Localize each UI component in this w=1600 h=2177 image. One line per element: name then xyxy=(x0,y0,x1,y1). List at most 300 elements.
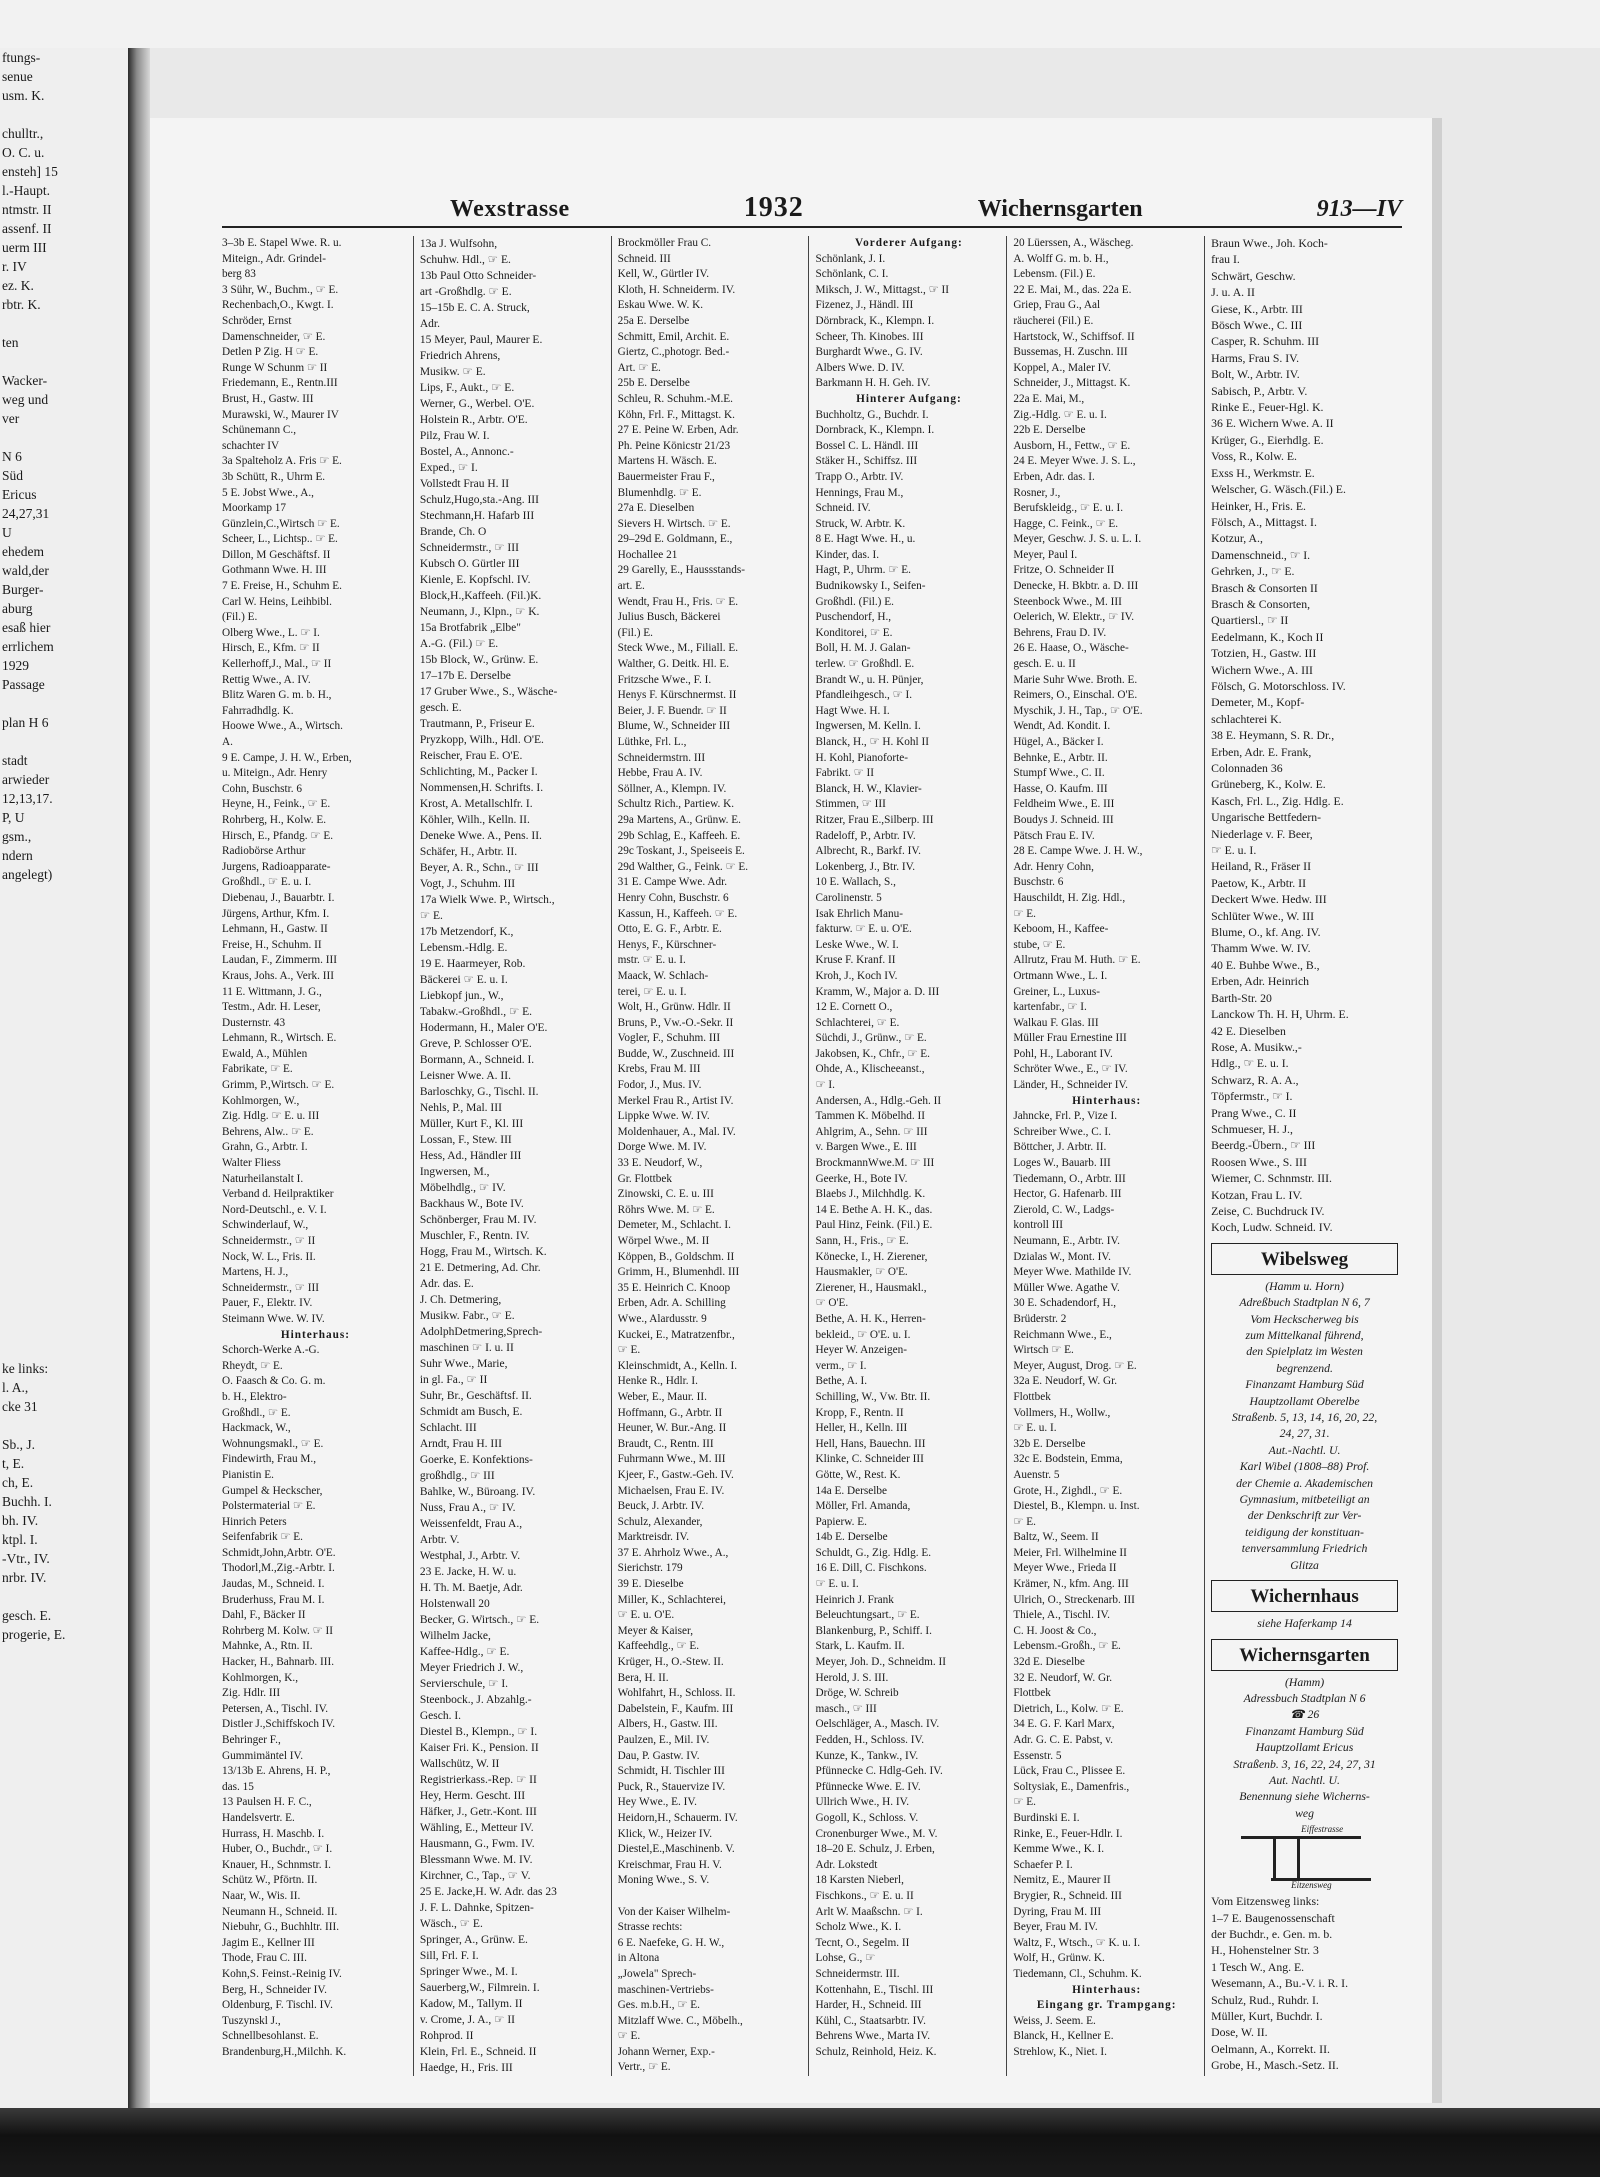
directory-entry: Vogler, F., Schuhm. III xyxy=(617,1032,721,1045)
directory-entry: Carl W. Heins, Leihbibl. xyxy=(222,595,332,608)
directory-entry: Häfker, J., Getr.-Kont. III xyxy=(419,1806,537,1818)
column-2 xyxy=(413,236,611,2076)
directory-entry: weg xyxy=(1295,1806,1315,1820)
directory-entry: Fahrradhdlg. K. xyxy=(222,704,294,717)
directory-entry: O. Faasch & Co. G. m. xyxy=(222,1375,326,1388)
directory-entry: Fizenez, J., Händl. III xyxy=(815,299,914,312)
street-right-title: Wichernsgarten xyxy=(977,196,1143,222)
directory-entry: Kroh, J., Koch IV. xyxy=(815,969,898,982)
directory-entry: Hennings, Frau M., xyxy=(815,486,904,499)
directory-entry: Beerdg.-Übern., ☞ III xyxy=(1211,1139,1316,1153)
directory-entry: Musikw. ☞ E. xyxy=(419,366,486,378)
directory-entry: Westphal, J., Arbtr. V. xyxy=(419,1550,521,1562)
directory-entry: Rohrberg, H., Kolw. E. xyxy=(222,813,327,826)
previous-page-line: ndern xyxy=(2,848,33,863)
directory-entry: Hügel, A., Bäcker I. xyxy=(1013,736,1104,748)
directory-entry: Zig. Hdlr. III xyxy=(222,1687,281,1700)
directory-entry: Mitzlaff Wwe. C., Möbelh., xyxy=(617,2014,743,2027)
directory-entry: 29–29d E. Goldmann, E., xyxy=(617,533,733,546)
previous-page-line: gsm., xyxy=(2,829,32,844)
directory-entry: art. E. xyxy=(617,580,645,593)
directory-entry: Grimm, H., Blumenhdl. III xyxy=(617,1266,740,1279)
directory-entry: Loges W., Bauarb. III xyxy=(1013,1157,1111,1170)
directory-entry: Heiland, R., Fräser II xyxy=(1211,860,1311,874)
directory-entry: Essenstr. 5 xyxy=(1013,1749,1062,1762)
directory-entry: Suhr, Br., Geschäftsf. II. xyxy=(419,1390,532,1402)
directory-entry: 20 Lüerssen, A., Wäscheg. xyxy=(1013,237,1134,249)
directory-entry: Vom Eitzensweg links: xyxy=(1211,1895,1320,1909)
wibelsweg-description xyxy=(1211,1279,1398,1574)
previous-page-line xyxy=(0,1074,130,1093)
directory-entry: Neumann, J., Klpn., ☞ K. xyxy=(419,606,540,618)
directory-entry: Wilhelm Jacke, xyxy=(419,1630,491,1642)
directory-entry: Blumenhdlg. ☞ E. xyxy=(617,486,702,499)
directory-entry: Schneid. IV. xyxy=(815,502,871,515)
directory-entry: Diestel, B., Klempn. u. Inst. xyxy=(1013,1500,1140,1513)
directory-entry: Lossan, F., Stew. III xyxy=(419,1134,512,1146)
directory-entry: Kell, W., Gürtler IV. xyxy=(617,268,710,281)
previous-page-line: N 6 xyxy=(2,449,22,464)
directory-entry: ☞ E. xyxy=(419,910,443,922)
directory-entry: 24 E. Meyer Wwe. J. S. L., xyxy=(1013,455,1136,468)
directory-entry: Sabisch, P., Arbtr. V. xyxy=(1211,384,1308,398)
previous-page-line: bh. IV. xyxy=(2,1513,39,1528)
directory-entry: Nord-Deutschl., e. V. I. xyxy=(222,1203,327,1216)
directory-entry: Diestel,E.,Maschinenb. V. xyxy=(617,1843,735,1856)
directory-entry: Sann, H., Fris., ☞ E. xyxy=(815,1235,909,1247)
directory-entry: Heyne, H., Feink., ☞ E. xyxy=(222,798,331,811)
directory-entry: Straßenb. 3, 16, 22, 24, 27, 31 xyxy=(1233,1757,1376,1771)
directory-entry: Jürgens, Arthur, Kfm. I. xyxy=(222,907,330,920)
directory-entry: Kohlmorgen, W., xyxy=(222,1094,300,1107)
directory-entry: Henry Cohn, Buschstr. 6 xyxy=(617,891,729,904)
directory-entry: Kubsch O. Gürtler III xyxy=(419,558,520,570)
directory-entry: Vertr., ☞ E. xyxy=(617,2061,671,2074)
previous-page-line: Ericus xyxy=(2,487,37,502)
directory-entry: Runge W Schunm ☞ II xyxy=(222,361,328,374)
directory-entry: J. F. L. Dahnke, Spitzen- xyxy=(419,1902,534,1914)
directory-entry: Maack, W. Schlach- xyxy=(617,969,709,982)
directory-entry: 34 E. G. F. Karl Marx, xyxy=(1013,1718,1115,1731)
directory-entry: Pätsch Frau E. IV. xyxy=(1013,829,1095,842)
directory-entry: Blaebs J., Milchhdlg. K. xyxy=(815,1188,926,1201)
directory-entry: Hagge, C. Feink., ☞ E. xyxy=(1013,517,1119,530)
page-edge xyxy=(1432,118,1442,2103)
previous-page-line xyxy=(0,903,130,922)
previous-page-line: ntmstr. II xyxy=(2,202,52,217)
directory-entry: Bossel C. L. Händl. III xyxy=(815,439,919,452)
directory-entry: der Buchdr., e. Gen. m. b. xyxy=(1211,1927,1333,1941)
directory-entry: Marie Suhr Wwe. Broth. E. xyxy=(1013,673,1138,686)
directory-entry: AdolphDetmering,Sprech- xyxy=(419,1326,543,1338)
directory-entry: Kadow, M., Tallym. II xyxy=(419,1998,523,2010)
directory-entry: Gothmann Wwe. H. III xyxy=(222,564,327,577)
directory-entry: der Denkschrift zur Ver- xyxy=(1247,1509,1362,1523)
directory-entry: Brandt W., u. H. Pünjer, xyxy=(815,673,924,686)
directory-entry: Hacker, H., Bahnarb. III. xyxy=(222,1656,335,1669)
column-6 xyxy=(1204,236,1402,2076)
column-1 xyxy=(222,236,413,2076)
directory-entry: Struck, W. Arbtr. K. xyxy=(815,517,906,530)
directory-entry: Schlüter Wwe., W. III xyxy=(1211,909,1315,923)
directory-entry: 5 E. Jobst Wwe., A., xyxy=(222,486,314,499)
directory-entry: Henke R., Hdlr. I. xyxy=(617,1375,698,1388)
directory-entry: kontroll III xyxy=(1013,1219,1063,1232)
previous-page-line xyxy=(0,314,130,333)
directory-entry: Schuldt, G., Zig. Hdlg. E. xyxy=(815,1546,932,1559)
directory-entry: 14a E. Derselbe xyxy=(815,1484,888,1497)
directory-entry: Vom Heckscherweg bis xyxy=(1250,1312,1359,1326)
directory-entry: Kienle, E. Kopfschl. IV. xyxy=(419,574,531,586)
directory-entry: Hey Wwe., E. IV. xyxy=(617,1796,697,1809)
directory-entry: Hirsch, E., Kfm. ☞ II xyxy=(222,642,320,655)
previous-page-line xyxy=(0,732,130,751)
directory-entry: Hinrich Peters xyxy=(222,1515,287,1528)
directory-entry: Ohde, A., Klischeeanst., xyxy=(815,1063,925,1076)
directory-entry: Rose, A. Musikw.,- xyxy=(1211,1040,1302,1054)
directory-entry: Behrens, Frau D. IV. xyxy=(1013,626,1107,639)
directory-entry: Finanzamt Hamburg Süd xyxy=(1245,1724,1364,1738)
directory-entry: der Chemie a. Akademischen xyxy=(1236,1476,1373,1490)
directory-entry: Ahlgrim, A., Sehn. ☞ III xyxy=(815,1125,928,1138)
previous-page-line xyxy=(0,105,130,124)
directory-entry: Wendt, Frau H., Fris. ☞ E. xyxy=(617,595,739,608)
directory-entry: Fölsch, G. Motorschloss. IV. xyxy=(1211,679,1346,693)
directory-entry: Backhaus W., Bote IV. xyxy=(419,1198,524,1210)
directory-entry: Block,H.,Kaffeeh. (Fil.)K. xyxy=(419,590,542,602)
directory-entry: Hagt Wwe. H. I. xyxy=(815,704,890,717)
directory-entry: Springer, A., Grünw. E. xyxy=(419,1934,528,1946)
directory-entry: Kleinschmidt, A., Kelln. I. xyxy=(617,1359,738,1372)
directory-entry: stube, ☞ E. xyxy=(1013,938,1066,951)
directory-entry: Möller, Frl. Amanda, xyxy=(815,1500,911,1513)
directory-entry: Gesch. I. xyxy=(419,1710,462,1722)
directory-entry: Holstenwall 20 xyxy=(419,1598,490,1610)
directory-entry: Heyer W. Anzeigen- xyxy=(815,1344,908,1357)
directory-entry: Naturheilanstalt I. xyxy=(222,1172,304,1185)
directory-entry: Berg, H., Schneider IV. xyxy=(222,1983,327,1996)
directory-entry: Kramm, W., Major a. D. III xyxy=(815,985,940,998)
directory-entry: Adr. Henry Cohn, xyxy=(1013,860,1094,873)
directory-entry: Schäfer, H., Arbtr. II. xyxy=(419,846,518,858)
directory-entry: Haedge, H., Fris. III xyxy=(419,2062,513,2074)
directory-entry: Fritze, O. Schneider II xyxy=(1013,564,1115,577)
directory-entry: ☎ 26 xyxy=(1289,1708,1320,1722)
plan-road-top xyxy=(1241,1836,1361,1839)
directory-entry: Hausmakler, ☞ O'E. xyxy=(815,1266,908,1279)
previous-page-line: -Vtr., IV. xyxy=(2,1551,50,1566)
directory-entry: Wähling, E., Metteur IV. xyxy=(419,1822,534,1834)
directory-entry: in gl. Fa., ☞ II xyxy=(419,1374,488,1386)
previous-page-line: stadt xyxy=(2,753,28,768)
directory-entry: Beyer, Frau M. IV. xyxy=(1013,1921,1098,1934)
directory-entry: Henys, F., Kürschner- xyxy=(617,938,717,951)
directory-entry: Finanzamt Hamburg Süd xyxy=(1245,1378,1364,1392)
page-header xyxy=(222,192,1402,228)
directory-entry: ☞ I. xyxy=(815,1079,835,1092)
directory-entry: Niebuhr, G., Buchhltr. III. xyxy=(222,1921,340,1934)
directory-entry: Jakobsen, K., Chfr., ☞ E. xyxy=(815,1047,930,1060)
directory-entry: gesch. E. xyxy=(419,702,462,714)
directory-entry: Schröder, Ernst xyxy=(222,314,292,327)
directory-entry: Behrens, Alw.. ☞ E. xyxy=(222,1125,314,1138)
directory-entry: Johann Werner, Exp.- xyxy=(617,2045,715,2058)
directory-entry: Brande, Ch. O xyxy=(419,526,487,538)
directory-entry: Wendt, Ad. Kondit. I. xyxy=(1013,720,1111,733)
directory-entry: Heuner, W. Bur.-Ang. II xyxy=(617,1422,727,1435)
directory-entry: Heinrich J. Frank xyxy=(815,1593,894,1606)
directory-entry: Brandenburg,H.,Milchh. K. xyxy=(222,2045,347,2058)
directory-entry: Budde, W., Zuschneid. III xyxy=(617,1047,735,1060)
directory-entry: Rheydt, ☞ E. xyxy=(222,1359,283,1372)
directory-entry: Adr. das. E. xyxy=(419,1278,474,1290)
directory-entry: 25a E. Derselbe xyxy=(617,314,690,327)
directory-entry: Nuss, Frau A., ☞ IV. xyxy=(419,1502,516,1514)
directory-entry: Lebensm.-Hdlg. E. xyxy=(419,942,508,954)
directory-entry: Laudan, F., Zimmerm. III xyxy=(222,954,338,967)
directory-entry: Blankenburg, P., Schiff. I. xyxy=(815,1624,932,1637)
previous-page-line: weg und xyxy=(2,392,49,407)
directory-entry: Zierold, C. W., Ladgs- xyxy=(1013,1203,1115,1216)
directory-entry: Konditorei, ☞ E. xyxy=(815,626,893,639)
directory-entry: Schmidt am Busch, E. xyxy=(419,1406,523,1418)
directory-entry: Brasch & Consorten II xyxy=(1211,581,1318,595)
directory-entry: Eskau Wwe. W. K. xyxy=(617,299,704,312)
directory-entry: Fritzsche Wwe., F. I. xyxy=(617,673,712,686)
directory-entry: Steimann Wwe. W. IV. xyxy=(222,1312,325,1325)
directory-entry: Fischkons., ☞ E. u. II xyxy=(815,1889,914,1902)
directory-entry: Dröge, W. Schreib xyxy=(815,1687,899,1700)
directory-entry: Weissenfeldt, Frau A., xyxy=(419,1518,523,1530)
directory-entry: Petersen, A., Tischl. IV. xyxy=(222,1702,329,1715)
directory-entry: Damenschneider, ☞ E. xyxy=(222,330,326,343)
directory-entry: Grimm, P.,Wirtsch. ☞ E. xyxy=(222,1079,335,1092)
directory-entry: Bruderhuss, Frau M. I. xyxy=(222,1593,325,1606)
directory-entry: Pfandleihgesch., ☞ I. xyxy=(815,689,913,702)
previous-page-line xyxy=(0,1321,130,1340)
directory-entry: Liebkopf jun., W., xyxy=(419,990,504,1002)
scan-top-margin xyxy=(0,0,1600,48)
directory-entry: b. H., Elektro- xyxy=(222,1390,287,1403)
directory-entry: 16 E. Dill, C. Fischkons. xyxy=(815,1562,927,1575)
directory-entry: Grote, H., Zighdl., ☞ E. xyxy=(1013,1484,1123,1497)
directory-entry: maschinen-Vertriebs- xyxy=(617,1983,714,1996)
directory-entry: Schwärt, Geschw. xyxy=(1211,269,1296,283)
directory-entry: Bormann, A., Schneid. I. xyxy=(419,1054,535,1066)
directory-entry: Gr. Flottbek xyxy=(617,1172,673,1185)
directory-entry: Bethe, A. I. xyxy=(815,1375,868,1388)
directory-entry: Miteign., Adr. Grindel- xyxy=(222,252,327,265)
directory-entry: Totzien, H., Gastw. III xyxy=(1211,647,1317,661)
directory-entry: Jaudas, M., Schneid. I. xyxy=(222,1578,325,1591)
directory-entry: Lippke Wwe. W. IV. xyxy=(617,1110,710,1123)
directory-entry: Ingwersen, M. Kelln. I. xyxy=(815,720,921,733)
directory-entry: Grahn, G., Arbtr. I. xyxy=(222,1141,308,1154)
directory-entry: Ges. m.b.H., ☞ E. xyxy=(617,1999,700,2012)
directory-entry: Jagim E., Kellner III xyxy=(222,1936,315,1949)
directory-entry: Beier, J. F. Buendr. ☞ II xyxy=(617,704,727,717)
directory-entry: Hauptzollamt Ericus xyxy=(1255,1741,1354,1755)
previous-page-line: uerm III xyxy=(2,240,47,255)
directory-entry: Ritzer, Frau E.,Silberp. III xyxy=(815,813,934,826)
previous-page-line: usm. K. xyxy=(2,88,45,103)
directory-entry: Isak Ehrlich Manu- xyxy=(815,907,903,920)
previous-page-line: wald,der xyxy=(2,563,49,578)
directory-entry: 29a Martens, A., Grünw. E. xyxy=(617,813,741,826)
directory-entry: Deckert Wwe. Hedw. III xyxy=(1211,893,1327,907)
directory-entry: Polstermaterial ☞ E. xyxy=(222,1500,316,1513)
directory-entry: 29 Garelly, E., Haussstands- xyxy=(617,564,746,577)
directory-entry: Verband d. Heilpraktiker xyxy=(222,1188,334,1201)
directory-entry: 10 E. Wallach, S., xyxy=(815,876,896,889)
directory-entry: Vorderer Aufgang: xyxy=(855,237,963,249)
directory-entry: Distler J.,Schiffskoch IV. xyxy=(222,1718,336,1731)
directory-entry: Krüger, H., O.-Stew. II. xyxy=(617,1656,724,1669)
directory-entry: Kuckei, E., Matratzenfbr., xyxy=(617,1328,735,1341)
directory-entry: Arndt, Frau H. III xyxy=(419,1438,502,1450)
directory-entry: Findewirth, Frau M., xyxy=(222,1453,317,1466)
directory-entry: 13b Paul Otto Schneider- xyxy=(419,270,537,282)
directory-entry: Cohn, Buschstr. 6 xyxy=(222,782,303,795)
directory-entry: kartenfabr., ☞ I. xyxy=(1013,1001,1087,1014)
directory-entry: Schneid. III xyxy=(617,252,671,265)
directory-entry: Friedemann, E., Rentn.III xyxy=(222,377,338,390)
directory-entry: Seifenfabrik ☞ E. xyxy=(222,1531,303,1544)
directory-entry: Fabrikate, ☞ E. xyxy=(222,1063,293,1076)
directory-entry: Greiner, L., Luxus- xyxy=(1013,985,1101,998)
directory-entry: Adr. xyxy=(419,318,440,330)
directory-entry: Köhler, Wilh., Kelln. II. xyxy=(419,814,530,826)
directory-entry: Gummimäntel IV. xyxy=(222,1749,304,1762)
directory-entry: 6 E. Naefeke, G. H. W., xyxy=(617,1936,725,1949)
previous-page-line: ch, E. xyxy=(2,1475,34,1490)
directory-entry: Wesemann, A., Bu.-V. i. R. I. xyxy=(1211,1977,1349,1991)
directory-entry: Lehmann, R., Wirtsch. E. xyxy=(222,1032,337,1045)
directory-entry: Schultz Rich., Partiew. K. xyxy=(617,798,735,811)
directory-entry: masch., ☞ III xyxy=(815,1702,877,1715)
directory-entry: Mahnke, A., Rtn. II. xyxy=(222,1640,313,1653)
directory-entry: Greve, P. Schlosser O'E. xyxy=(419,1038,532,1050)
directory-entry: Dzialas W., Mont. IV. xyxy=(1013,1250,1111,1263)
directory-entry: Stäker H., Schiffsz. III xyxy=(815,455,918,468)
directory-entry: Buschstr. 6 xyxy=(1013,876,1064,889)
directory-entry: C. H. Joost & Co., xyxy=(1013,1624,1097,1637)
directory-entry: Hartstock, W., Schiffsof. II xyxy=(1013,330,1135,343)
directory-entry: Pfünnecke Wwe. E. IV. xyxy=(815,1780,921,1793)
directory-entry: Röhrs Wwe. M. ☞ E. xyxy=(617,1203,715,1216)
directory-entry: Meyer, Paul I. xyxy=(1013,548,1078,561)
directory-entry: Krebs, Frau M. III xyxy=(617,1063,701,1076)
directory-entry: Neumann H., Schneid. II. xyxy=(222,1905,338,1918)
directory-entry: Geerke, H., Bote IV. xyxy=(815,1172,908,1185)
previous-page-line: 24,27,31 xyxy=(2,506,50,521)
directory-entry: Ullrich Wwe., H. IV. xyxy=(815,1796,910,1809)
wichernhaus-heading: Wichernhaus xyxy=(1211,1580,1398,1612)
directory-entry: Benennung siehe Wicherns- xyxy=(1239,1790,1370,1804)
directory-entry: Kohlmorgen, K., xyxy=(222,1671,299,1684)
previous-page-line: plan H 6 xyxy=(2,715,49,730)
directory-entry: Schneidermstr., ☞ III xyxy=(419,542,519,554)
directory-entry: Fodor, J., Mus. IV. xyxy=(617,1079,702,1092)
directory-entry: Scheer, L., Lichtsp.. ☞ E. xyxy=(222,533,338,546)
previous-page-line xyxy=(0,998,130,1017)
directory-entry: Klinke, C. Schneider III xyxy=(815,1453,924,1466)
directory-entry: den Spielplatz im Westen xyxy=(1246,1345,1363,1359)
directory-entry: 32d E. Dieselbe xyxy=(1013,1656,1085,1669)
directory-entry: ☞ E. xyxy=(1013,1515,1036,1528)
directory-entry: Adressbuch Stadtplan N 6 xyxy=(1243,1691,1366,1705)
directory-entry: Marktreisdr. IV. xyxy=(617,1531,690,1544)
directory-entry: 15–15b E. C. A. Struck, xyxy=(419,302,530,314)
plan-road-left xyxy=(1273,1836,1276,1880)
directory-entry: Barkmann H. H. Geh. IV. xyxy=(815,377,931,390)
directory-entry: Tecnt, O., Segelm. II xyxy=(815,1936,910,1949)
wichernsgarten-entries xyxy=(1211,1894,1398,2074)
directory-entry: Reimers, O., Einschal. O'E. xyxy=(1013,689,1138,702)
directory-entry: Scholz Wwe., K. I. xyxy=(815,1921,902,1934)
directory-entry: Schünemann C., xyxy=(222,424,297,437)
directory-entry: Burghardt Wwe., G. IV. xyxy=(815,346,923,359)
directory-entry: Bäckerei ☞ E. u. I. xyxy=(419,974,508,986)
directory-entry: Oelschläger, A., Masch. IV. xyxy=(815,1718,940,1731)
directory-entry: Krost, A. Metallschlfr. I. xyxy=(419,798,533,810)
directory-entry: 22 E. Mai, M., das. 22a E. xyxy=(1013,283,1132,296)
directory-entry: Schlacht. III xyxy=(419,1422,477,1434)
previous-page-line: ktpl. I. xyxy=(2,1532,38,1547)
previous-page-line: errlichem xyxy=(2,639,54,654)
directory-entry: Detlen P Zig. H ☞ E. xyxy=(222,346,319,359)
directory-entry: Bruns, P., Vw.-O.-Sekr. II xyxy=(617,1016,734,1029)
directory-entry: Müller, Kurt, Buchdr. I. xyxy=(1211,2010,1323,2023)
directory-entry: Schulz, Rud., Ruhdr. I. xyxy=(1211,1993,1319,2007)
directory-entry: Voss, R., Kolw. E. xyxy=(1211,450,1297,464)
directory-entry: Kreischmar, Frau H. V. xyxy=(617,1858,722,1871)
previous-page-line: ten xyxy=(2,335,19,350)
directory-entry: Bösch Wwe., C. III xyxy=(1211,319,1303,333)
directory-entry: (Fil.) E. xyxy=(617,626,653,639)
directory-entry: Stark, L. Kaufm. II. xyxy=(815,1640,905,1653)
previous-page-line xyxy=(0,1036,130,1055)
previous-page-line: progerie, E. xyxy=(2,1627,66,1642)
directory-entry: 3b Schütt, R., Uhrm E. xyxy=(222,470,326,483)
directory-entry: Deneke Wwe. A., Pens. II. xyxy=(419,830,542,842)
directory-entry: Schreiber Wwe., C. I. xyxy=(1013,1125,1111,1138)
directory-entry: Dietrich, L., Kolw. ☞ E. xyxy=(1013,1702,1124,1715)
directory-entry: Martens H. Wäsch. E. xyxy=(617,455,717,468)
directory-entry: Lebensm. (Fil.) E. xyxy=(1013,268,1096,281)
directory-entry: Giese, K., Arbtr. III xyxy=(1211,302,1303,316)
directory-entry: terlew. ☞ Großhdl. E. xyxy=(815,658,915,671)
column-3 xyxy=(611,236,809,2076)
directory-entry: zum Mittelkanal führend, xyxy=(1245,1329,1364,1342)
directory-entry: 19 E. Haarmeyer, Rob. xyxy=(419,958,526,970)
directory-entry: Rinke, E., Feuer-Hdlr. I. xyxy=(1013,1827,1123,1840)
directory-entry: Suhr Wwe., Marie, xyxy=(419,1358,508,1370)
directory-entry: Barth-Str. 20 xyxy=(1211,991,1272,1005)
directory-entry: Kottenhahn, E., Tischl. III xyxy=(815,1983,934,1996)
directory-entry: Exss H., Werkmstr. E. xyxy=(1211,466,1315,480)
directory-entry: Grobe, H., Masch.-Setz. II. xyxy=(1211,2059,1339,2073)
directory-entry: 13/13b E. Ahrens, H. P., xyxy=(222,1765,331,1778)
directory-entry: Blanck, H., ☞ H. Kohl II xyxy=(815,736,929,748)
directory-entry: Waltz, F., Wtsch., ☞ K. u. I. xyxy=(1013,1936,1141,1949)
directory-entry: Trapp O., Arbtr. IV. xyxy=(815,470,904,483)
directory-entry: Großhdl., ☞ E. xyxy=(222,1406,291,1419)
directory-entry: Schwarz, R. A. A., xyxy=(1211,1073,1299,1087)
directory-entry: Kellerhoff,J., Mal., ☞ II xyxy=(222,658,332,671)
directory-entry: 42 E. Dieselben xyxy=(1211,1024,1286,1038)
directory-entry: Stimmen, ☞ III xyxy=(815,798,886,811)
